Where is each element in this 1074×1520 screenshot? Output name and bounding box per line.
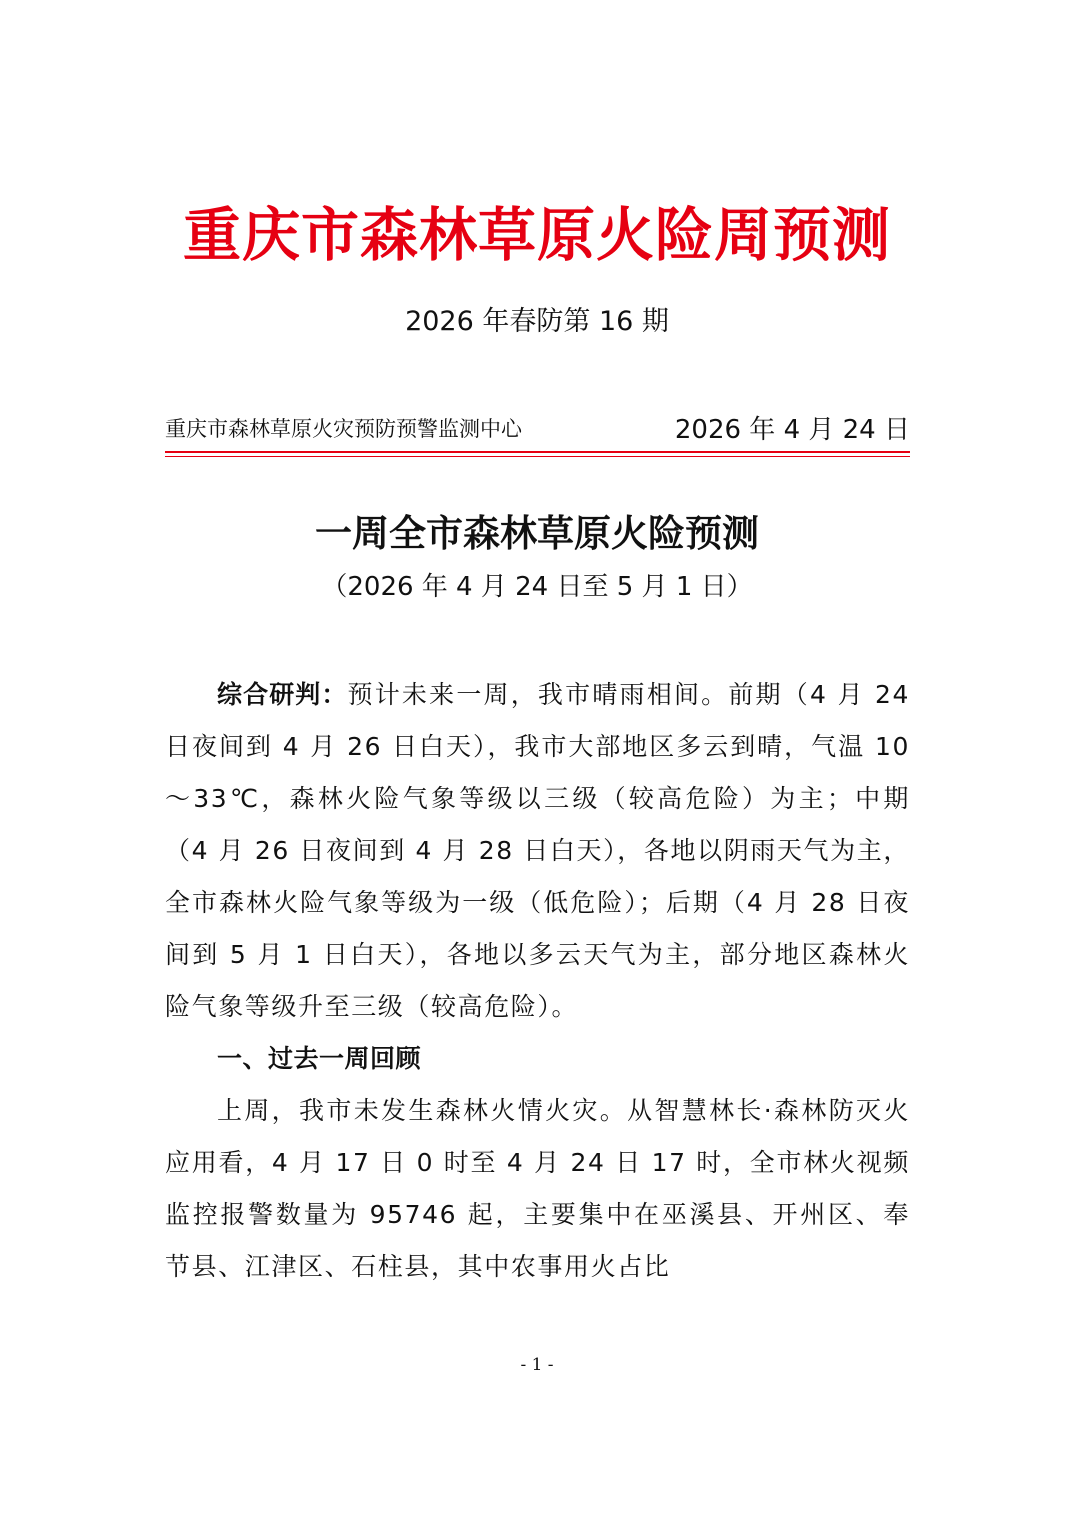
summary-lead: 综合研判： [217,680,348,709]
section-paragraph: 上周，我市未发生森林火情火灾。从智慧林长·森林防灭火应用看，4 月 17 日 0 时至 4 月 24 日 17 时，全市林火视频监控报警数量为 95746 起，主要集中在巫溪县、开州区、奉节县、江津区、石柱县，其中农事用火占比 [165,1096,910,1281]
section-heading: 一、过去一周回顾 [217,1044,422,1073]
document-title: 一周全市森林草原火险预测 [315,511,759,555]
red-divider-thick [165,451,910,453]
document-body [165,669,910,1293]
summary-text: 预计未来一周，我市晴雨相间。前期（4 月 24 日夜间到 4 月 26 日白天），我市大部地区多云到晴，气温 10～33℃，森林火险气象等级以三级（较高危险）为主；中期（4 月 26 日夜间到 4 月 28 日白天），各地以阴雨天气为主，全市森林火险气象等级为一级（低危险）；后期（4 月 28 日夜间到 5 月 1 日白天），各地以多云天气为主，部分地区森林火险气象等级升至三级（较高危险）。 [165,680,910,1021]
red-divider-thin [165,456,910,457]
issue-number: 2026 年春防第 16 期 [405,306,669,337]
issuer-name: 重庆市森林草原火灾预防预警监测中心 [165,417,522,441]
issue-date: 2026 年 4 月 24 日 [674,415,910,445]
masthead-title: 重庆市森林草原火险周预测 [182,201,891,269]
page-number: - 1 - [520,1355,554,1375]
forecast-period: （2026 年 4 月 24 日至 5 月 1 日） [321,572,753,602]
issuer-line [165,410,910,454]
summary-paragraph [165,669,910,1033]
